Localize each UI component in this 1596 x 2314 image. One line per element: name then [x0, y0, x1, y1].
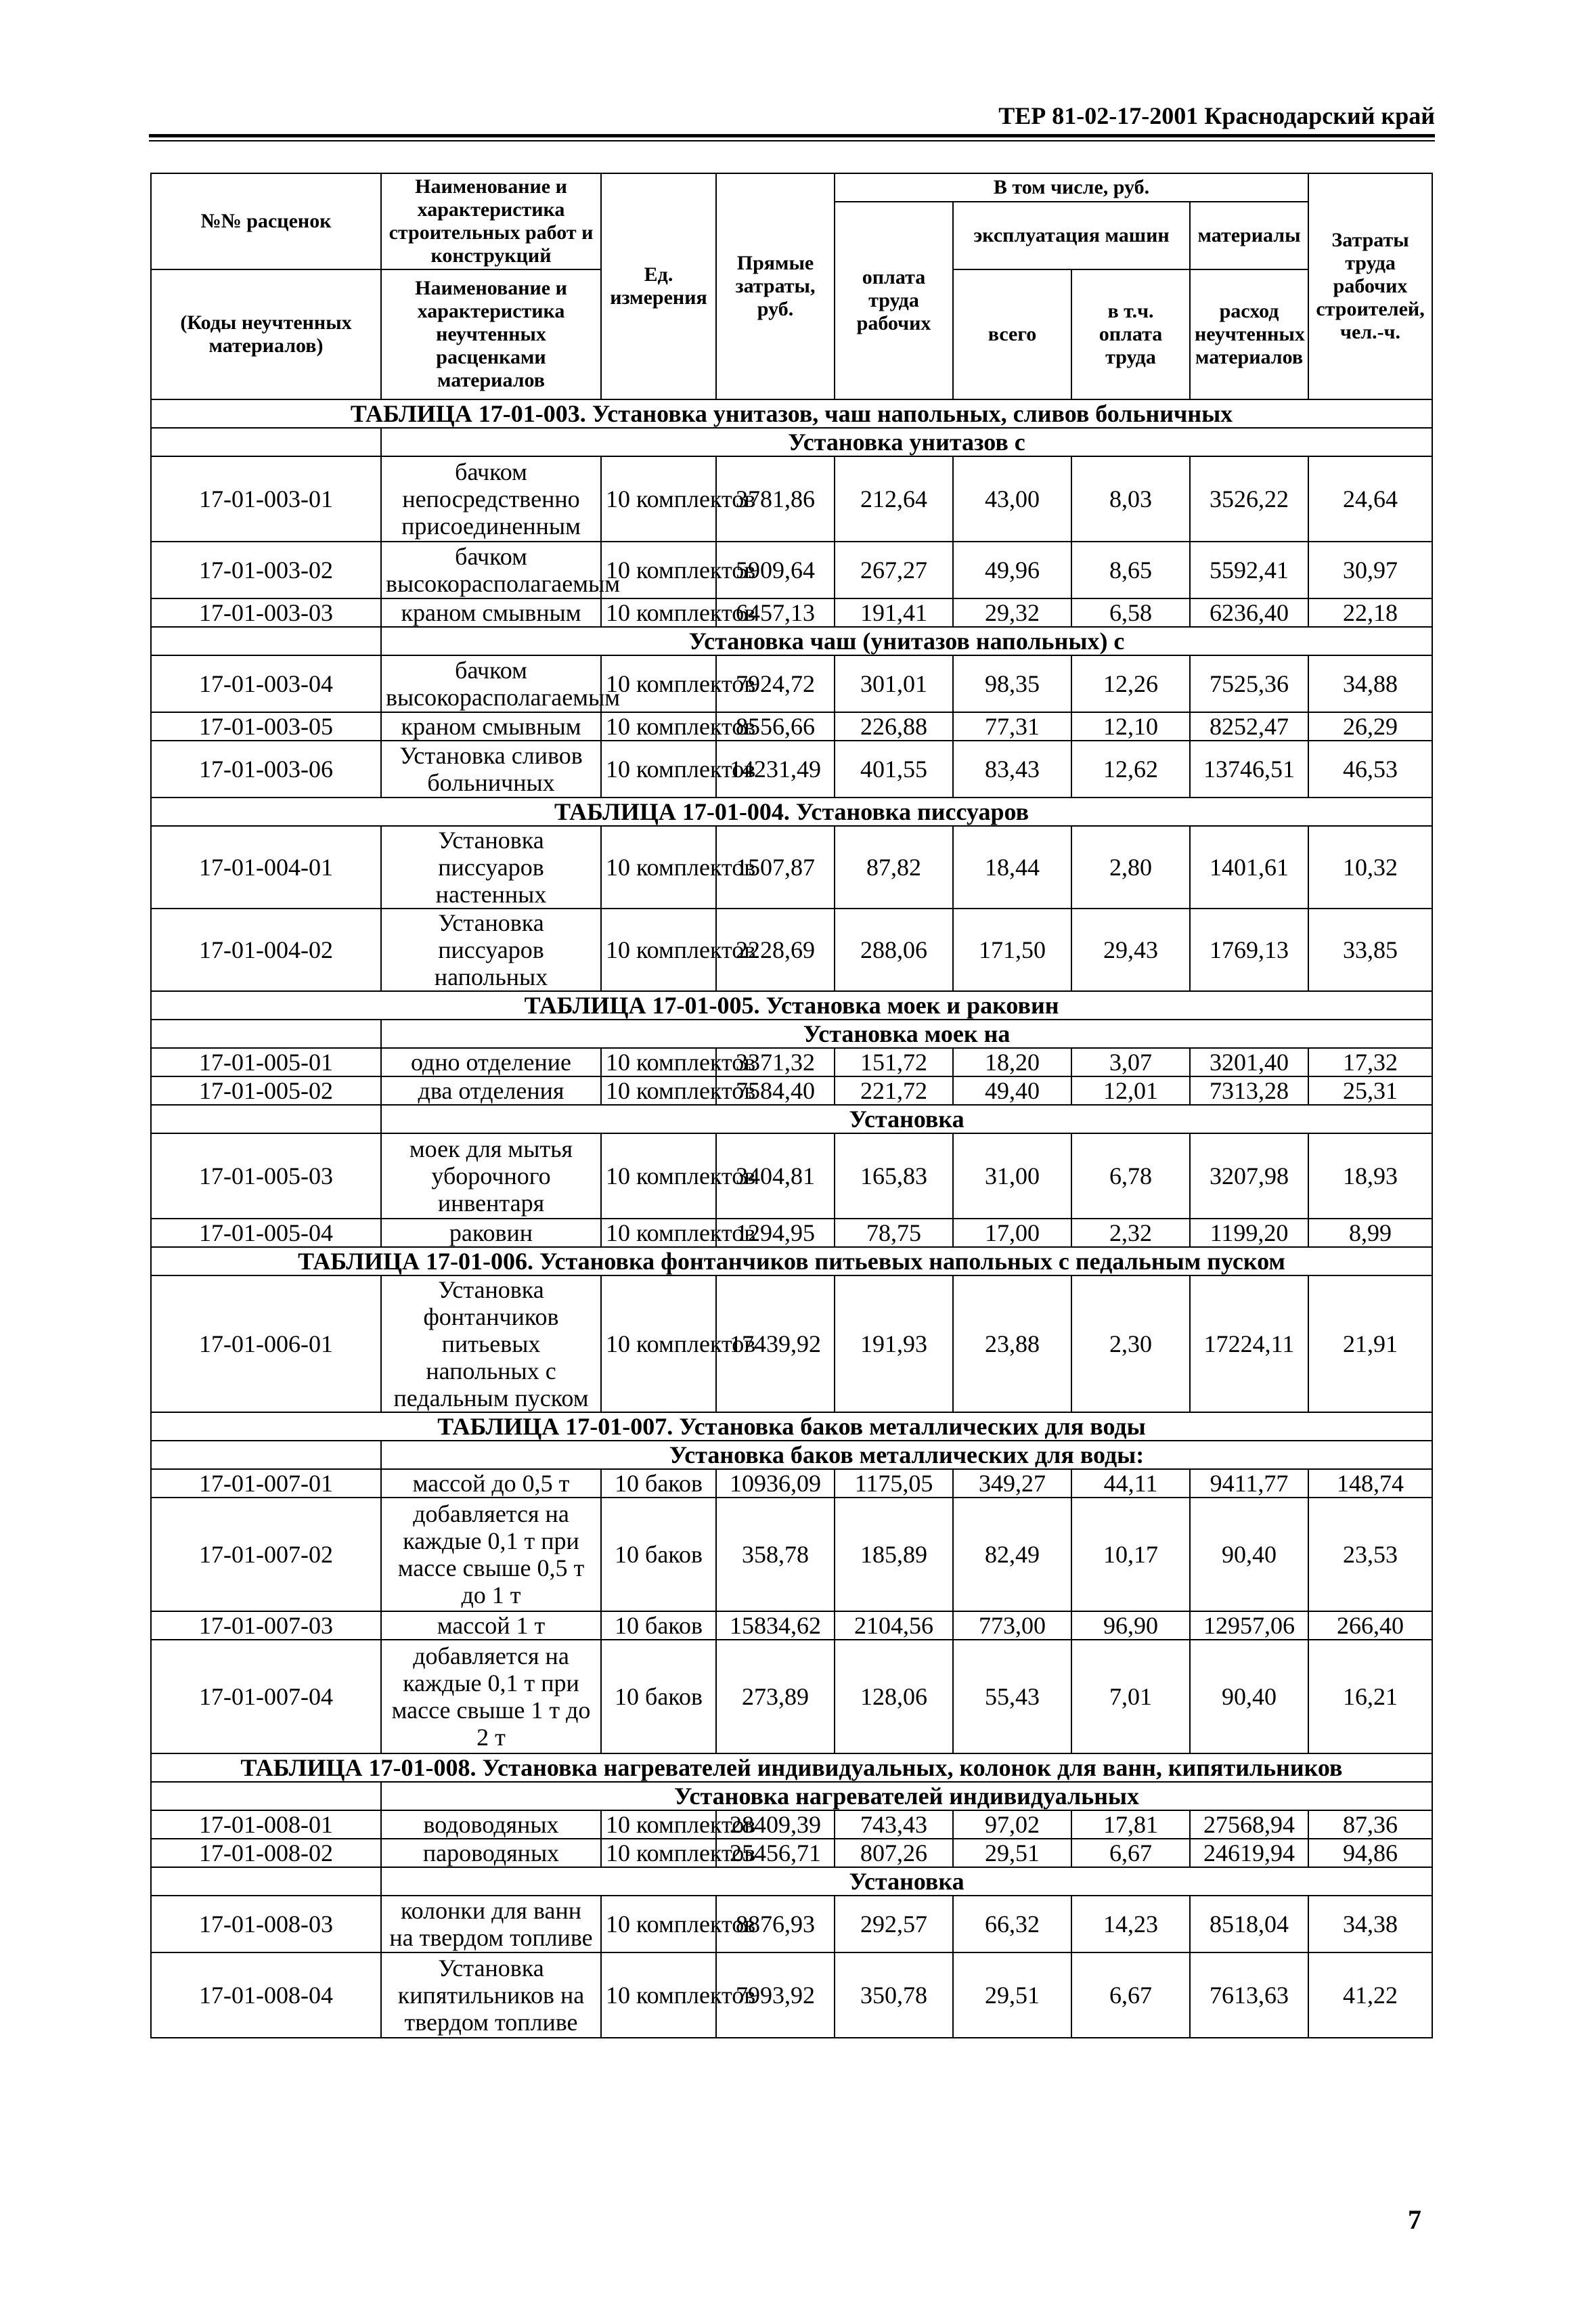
work-name: пароводяных [381, 1839, 601, 1867]
section-row [151, 1782, 1432, 1810]
col-machines-total: всего [953, 269, 1071, 399]
machines-total: 49,96 [953, 542, 1071, 598]
table-row [151, 598, 1432, 627]
table-row [151, 655, 1432, 712]
col-labor-pay: оплата труда рабочих [835, 202, 953, 399]
col-materials-sub: расход неучтенных материалов [1190, 269, 1308, 399]
rate-code: 17-01-007-01 [151, 1469, 381, 1498]
empty-cell [151, 1441, 381, 1469]
direct-costs: 5909,64 [716, 542, 835, 598]
labor-hours: 25,31 [1308, 1076, 1432, 1105]
price-table [150, 173, 1433, 2038]
unit-cell: 10 комплектов [601, 909, 716, 991]
section-heading: Установка нагревателей индивидуальных [381, 1782, 1432, 1810]
empty-cell [151, 1782, 381, 1810]
direct-costs: 10936,09 [716, 1469, 835, 1498]
unit-cell: 10 комплектов [601, 741, 716, 798]
section-heading: Установка унитазов с [381, 428, 1432, 456]
labor-pay: 2104,56 [835, 1611, 953, 1640]
direct-costs: 3781,86 [716, 456, 835, 542]
table-row [151, 1133, 1432, 1219]
rate-code: 17-01-007-04 [151, 1640, 381, 1753]
work-name: моек для мытья уборочного инвентаря [381, 1133, 601, 1219]
labor-pay: 288,06 [835, 909, 953, 991]
section-heading: Установка [381, 1867, 1432, 1896]
unit-cell: 10 комплектов [601, 712, 716, 741]
table-row [151, 542, 1432, 598]
rate-code: 17-01-003-03 [151, 598, 381, 627]
unit-cell: 10 комплектов [601, 456, 716, 542]
rate-code: 17-01-004-02 [151, 909, 381, 991]
table-title-row [151, 991, 1432, 1020]
unit-cell: 10 комплектов [601, 1133, 716, 1219]
table-title: ТАБЛИЦА 17-01-003. Установка унитазов, чаш напольных, сливов больничных [151, 399, 1432, 428]
unit-cell: 10 комплектов [601, 1219, 716, 1247]
machines-total: 31,00 [953, 1133, 1071, 1219]
table-row [151, 456, 1432, 542]
materials-cost: 3207,98 [1190, 1133, 1308, 1219]
labor-pay: 128,06 [835, 1640, 953, 1753]
col-labor: Затраты труда рабочих строителей, чел.-ч. [1308, 173, 1432, 399]
table-title-row [151, 1753, 1432, 1782]
machines-total: 83,43 [953, 741, 1071, 798]
labor-hours: 23,53 [1308, 1498, 1432, 1611]
materials-cost: 3201,40 [1190, 1048, 1308, 1076]
work-name: массой 1 т [381, 1611, 601, 1640]
direct-costs: 8556,66 [716, 712, 835, 741]
direct-costs: 7993,92 [716, 1952, 835, 2038]
table-row [151, 1640, 1432, 1753]
materials-cost: 7613,63 [1190, 1952, 1308, 2038]
empty-cell [151, 428, 381, 456]
rate-code: 17-01-008-04 [151, 1952, 381, 2038]
labor-hours: 33,85 [1308, 909, 1432, 991]
machines-labor-pay: 10,17 [1071, 1498, 1190, 1611]
machines-labor-pay: 6,78 [1071, 1133, 1190, 1219]
table-title-row [151, 798, 1432, 826]
empty-cell [151, 627, 381, 655]
labor-hours: 148,74 [1308, 1469, 1432, 1498]
section-row [151, 1441, 1432, 1469]
unit-cell: 10 баков [601, 1611, 716, 1640]
machines-labor-pay: 6,67 [1071, 1952, 1190, 2038]
machines-total: 77,31 [953, 712, 1071, 741]
machines-labor-pay: 8,03 [1071, 456, 1190, 542]
machines-labor-pay: 2,30 [1071, 1275, 1190, 1412]
direct-costs: 1294,95 [716, 1219, 835, 1247]
machines-total: 18,20 [953, 1048, 1071, 1076]
direct-costs: 1507,87 [716, 826, 835, 909]
work-name: одно отделение [381, 1048, 601, 1076]
labor-hours: 26,29 [1308, 712, 1432, 741]
table-row [151, 1498, 1432, 1611]
labor-hours: 8,99 [1308, 1219, 1432, 1247]
table-title: ТАБЛИЦА 17-01-008. Установка нагревателей индивидуальных, колонок для ванн, кипятильников [151, 1753, 1432, 1782]
rate-code: 17-01-008-02 [151, 1839, 381, 1867]
direct-costs: 14231,49 [716, 741, 835, 798]
table-row [151, 1952, 1432, 2038]
col-materials: материалы [1190, 202, 1308, 269]
materials-cost: 1199,20 [1190, 1219, 1308, 1247]
labor-pay: 165,83 [835, 1133, 953, 1219]
labor-pay: 226,88 [835, 712, 953, 741]
machines-total: 773,00 [953, 1611, 1071, 1640]
direct-costs: 17439,92 [716, 1275, 835, 1412]
direct-costs: 3404,81 [716, 1133, 835, 1219]
col-name-bottom: Наименование и характеристика неучтенных расценками материалов [381, 269, 601, 399]
rate-code: 17-01-004-01 [151, 826, 381, 909]
direct-costs: 25456,71 [716, 1839, 835, 1867]
labor-pay: 191,41 [835, 598, 953, 627]
table-title: ТАБЛИЦА 17-01-004. Установка писсуаров [151, 798, 1432, 826]
labor-pay: 807,26 [835, 1839, 953, 1867]
section-row [151, 1867, 1432, 1896]
work-name: Установка фонтанчиков питьевых напольных с педальным пуском [381, 1275, 601, 1412]
unit-cell: 10 комплектов [601, 1839, 716, 1867]
work-name: два отделения [381, 1076, 601, 1105]
machines-total: 97,02 [953, 1810, 1071, 1839]
machines-labor-pay: 12,01 [1071, 1076, 1190, 1105]
materials-cost: 7313,28 [1190, 1076, 1308, 1105]
machines-labor-pay: 6,58 [1071, 598, 1190, 627]
empty-cell [151, 1867, 381, 1896]
labor-hours: 34,88 [1308, 655, 1432, 712]
labor-pay: 401,55 [835, 741, 953, 798]
materials-cost: 12957,06 [1190, 1611, 1308, 1640]
rate-code: 17-01-003-01 [151, 456, 381, 542]
work-name: массой до 0,5 т [381, 1469, 601, 1498]
machines-labor-pay: 2,80 [1071, 826, 1190, 909]
machines-total: 29,51 [953, 1952, 1071, 2038]
machines-total: 49,40 [953, 1076, 1071, 1105]
section-row [151, 627, 1432, 655]
labor-hours: 22,18 [1308, 598, 1432, 627]
rate-code: 17-01-005-04 [151, 1219, 381, 1247]
unit-cell: 10 баков [601, 1469, 716, 1498]
labor-pay: 185,89 [835, 1498, 953, 1611]
materials-cost: 5592,41 [1190, 542, 1308, 598]
rate-code: 17-01-007-03 [151, 1611, 381, 1640]
direct-costs: 28409,39 [716, 1810, 835, 1839]
materials-cost: 24619,94 [1190, 1839, 1308, 1867]
machines-labor-pay: 12,10 [1071, 712, 1190, 741]
direct-costs: 6457,13 [716, 598, 835, 627]
work-name: Установка кипятильников на твердом топливе [381, 1952, 601, 2038]
labor-pay: 267,27 [835, 542, 953, 598]
machines-labor-pay: 8,65 [1071, 542, 1190, 598]
section-heading: Установка моек на [381, 1020, 1432, 1048]
col-machines-labor: в т.ч. оплата труда [1071, 269, 1190, 399]
unit-cell: 10 комплектов [601, 826, 716, 909]
work-name: краном смывным [381, 712, 601, 741]
machines-labor-pay: 12,26 [1071, 655, 1190, 712]
col-unit: Ед. измерения [601, 173, 716, 399]
col-incl: В том числе, руб. [835, 173, 1308, 202]
section-row [151, 428, 1432, 456]
machines-labor-pay: 17,81 [1071, 1810, 1190, 1839]
col-direct: Прямые затраты, руб. [716, 173, 835, 399]
unit-cell: 10 комплектов [601, 1952, 716, 2038]
work-name: Установка писсуаров напольных [381, 909, 601, 991]
work-name: бачком высокорасполагаемым [381, 655, 601, 712]
labor-hours: 10,32 [1308, 826, 1432, 909]
labor-pay: 221,72 [835, 1076, 953, 1105]
section-heading: Установка чаш (унитазов напольных) с [381, 627, 1432, 655]
labor-hours: 46,53 [1308, 741, 1432, 798]
machines-total: 17,00 [953, 1219, 1071, 1247]
table-row [151, 1048, 1432, 1076]
work-name: Установка писсуаров настенных [381, 826, 601, 909]
machines-labor-pay: 29,43 [1071, 909, 1190, 991]
table-row [151, 909, 1432, 991]
machines-total: 18,44 [953, 826, 1071, 909]
machines-total: 98,35 [953, 655, 1071, 712]
rate-code: 17-01-005-01 [151, 1048, 381, 1076]
table-title: ТАБЛИЦА 17-01-007. Установка баков металлических для воды [151, 1412, 1432, 1441]
materials-cost: 13746,51 [1190, 741, 1308, 798]
materials-cost: 9411,77 [1190, 1469, 1308, 1498]
materials-cost: 1769,13 [1190, 909, 1308, 991]
machines-total: 349,27 [953, 1469, 1071, 1498]
work-name: добавляется на каждые 0,1 т при массе свыше 0,5 т до 1 т [381, 1498, 601, 1611]
table-row [151, 1896, 1432, 1952]
table-row [151, 1810, 1432, 1839]
rate-code: 17-01-007-02 [151, 1498, 381, 1611]
materials-cost: 17224,11 [1190, 1275, 1308, 1412]
labor-hours: 34,38 [1308, 1896, 1432, 1952]
unit-cell: 10 комплектов [601, 1275, 716, 1412]
work-name: раковин [381, 1219, 601, 1247]
machines-total: 66,32 [953, 1896, 1071, 1952]
header-rule [149, 134, 1435, 141]
machines-labor-pay: 44,11 [1071, 1469, 1190, 1498]
table-row [151, 1611, 1432, 1640]
rate-code: 17-01-008-01 [151, 1810, 381, 1839]
page-number: 7 [1408, 2204, 1421, 2235]
table-body [151, 399, 1432, 2038]
table-row [151, 1839, 1432, 1867]
machines-labor-pay: 14,23 [1071, 1896, 1190, 1952]
labor-hours: 18,93 [1308, 1133, 1432, 1219]
rate-code: 17-01-003-02 [151, 542, 381, 598]
direct-costs: 273,89 [716, 1640, 835, 1753]
unit-cell: 10 комплектов [601, 542, 716, 598]
labor-pay: 743,43 [835, 1810, 953, 1839]
labor-pay: 301,01 [835, 655, 953, 712]
table-title: ТАБЛИЦА 17-01-006. Установка фонтанчиков питьевых напольных с педальным пуском [151, 1247, 1432, 1275]
machines-total: 171,50 [953, 909, 1071, 991]
work-name: водоводяных [381, 1810, 601, 1839]
machines-labor-pay: 7,01 [1071, 1640, 1190, 1753]
table-title-row [151, 1247, 1432, 1275]
rate-code: 17-01-008-03 [151, 1896, 381, 1952]
unit-cell: 10 баков [601, 1498, 716, 1611]
table-title-row [151, 1412, 1432, 1441]
direct-costs: 358,78 [716, 1498, 835, 1611]
unit-cell: 10 комплектов [601, 598, 716, 627]
machines-labor-pay: 12,62 [1071, 741, 1190, 798]
table-row [151, 826, 1432, 909]
unit-cell: 10 баков [601, 1640, 716, 1753]
col-name-top: Наименование и характеристика строительных работ и конструкций [381, 173, 601, 269]
rate-code: 17-01-006-01 [151, 1275, 381, 1412]
section-row [151, 1105, 1432, 1133]
labor-pay: 292,57 [835, 1896, 953, 1952]
table-title: ТАБЛИЦА 17-01-005. Установка моек и раковин [151, 991, 1432, 1020]
machines-labor-pay: 6,67 [1071, 1839, 1190, 1867]
empty-cell [151, 1020, 381, 1048]
labor-hours: 30,97 [1308, 542, 1432, 598]
work-name: Установка сливов больничных [381, 741, 601, 798]
machines-total: 23,88 [953, 1275, 1071, 1412]
machines-labor-pay: 96,90 [1071, 1611, 1190, 1640]
labor-hours: 21,91 [1308, 1275, 1432, 1412]
materials-cost: 90,40 [1190, 1498, 1308, 1611]
materials-cost: 3526,22 [1190, 456, 1308, 542]
work-name: краном смывным [381, 598, 601, 627]
col-machines: эксплуатация машин [953, 202, 1190, 269]
labor-hours: 17,32 [1308, 1048, 1432, 1076]
work-name: колонки для ванн на твердом топливе [381, 1896, 601, 1952]
direct-costs: 2228,69 [716, 909, 835, 991]
machines-total: 43,00 [953, 456, 1071, 542]
table-row [151, 1219, 1432, 1247]
table-row [151, 1469, 1432, 1498]
materials-cost: 8252,47 [1190, 712, 1308, 741]
machines-labor-pay: 3,07 [1071, 1048, 1190, 1076]
section-heading: Установка баков металлических для воды: [381, 1441, 1432, 1469]
col-code-bottom: (Коды неучтенных материалов) [151, 269, 381, 399]
labor-hours: 94,86 [1308, 1839, 1432, 1867]
labor-pay: 212,64 [835, 456, 953, 542]
materials-cost: 27568,94 [1190, 1810, 1308, 1839]
table-row [151, 741, 1432, 798]
labor-hours: 266,40 [1308, 1611, 1432, 1640]
table-row [151, 712, 1432, 741]
table-row [151, 1076, 1432, 1105]
rate-code: 17-01-003-05 [151, 712, 381, 741]
direct-costs: 15834,62 [716, 1611, 835, 1640]
machines-total: 29,32 [953, 598, 1071, 627]
document-header: ТЕР 81-02-17-2001 Краснодарский край [998, 102, 1435, 129]
materials-cost: 90,40 [1190, 1640, 1308, 1753]
direct-costs: 7584,40 [716, 1076, 835, 1105]
rate-code: 17-01-003-06 [151, 741, 381, 798]
materials-cost: 8518,04 [1190, 1896, 1308, 1952]
machines-total: 29,51 [953, 1839, 1071, 1867]
rate-code: 17-01-005-03 [151, 1133, 381, 1219]
unit-cell: 10 комплектов [601, 1048, 716, 1076]
labor-hours: 41,22 [1308, 1952, 1432, 2038]
empty-cell [151, 1105, 381, 1133]
section-row [151, 1020, 1432, 1048]
unit-cell: 10 комплектов [601, 1076, 716, 1105]
machines-total: 55,43 [953, 1640, 1071, 1753]
table-title-row [151, 399, 1432, 428]
materials-cost: 6236,40 [1190, 598, 1308, 627]
labor-hours: 16,21 [1308, 1640, 1432, 1753]
direct-costs: 7924,72 [716, 655, 835, 712]
labor-pay: 87,82 [835, 826, 953, 909]
direct-costs: 8876,93 [716, 1896, 835, 1952]
labor-pay: 191,93 [835, 1275, 953, 1412]
unit-cell: 10 комплектов [601, 655, 716, 712]
materials-cost: 7525,36 [1190, 655, 1308, 712]
labor-pay: 350,78 [835, 1952, 953, 2038]
unit-cell: 10 комплектов [601, 1896, 716, 1952]
work-name: бачком непосредственно присоединенным [381, 456, 601, 542]
section-heading: Установка [381, 1105, 1432, 1133]
labor-hours: 87,36 [1308, 1810, 1432, 1839]
rate-code: 17-01-005-02 [151, 1076, 381, 1105]
labor-hours: 24,64 [1308, 456, 1432, 542]
table-row [151, 1275, 1432, 1412]
machines-total: 82,49 [953, 1498, 1071, 1611]
labor-pay: 1175,05 [835, 1469, 953, 1498]
machines-labor-pay: 2,32 [1071, 1219, 1190, 1247]
labor-pay: 151,72 [835, 1048, 953, 1076]
work-name: добавляется на каждые 0,1 т при массе свыше 1 т до 2 т [381, 1640, 601, 1753]
labor-pay: 78,75 [835, 1219, 953, 1247]
direct-costs: 3371,32 [716, 1048, 835, 1076]
col-code-top: №№ расценок [151, 173, 381, 269]
unit-cell: 10 комплектов [601, 1810, 716, 1839]
rate-code: 17-01-003-04 [151, 655, 381, 712]
materials-cost: 1401,61 [1190, 826, 1308, 909]
work-name: бачком высокорасполагаемым [381, 542, 601, 598]
